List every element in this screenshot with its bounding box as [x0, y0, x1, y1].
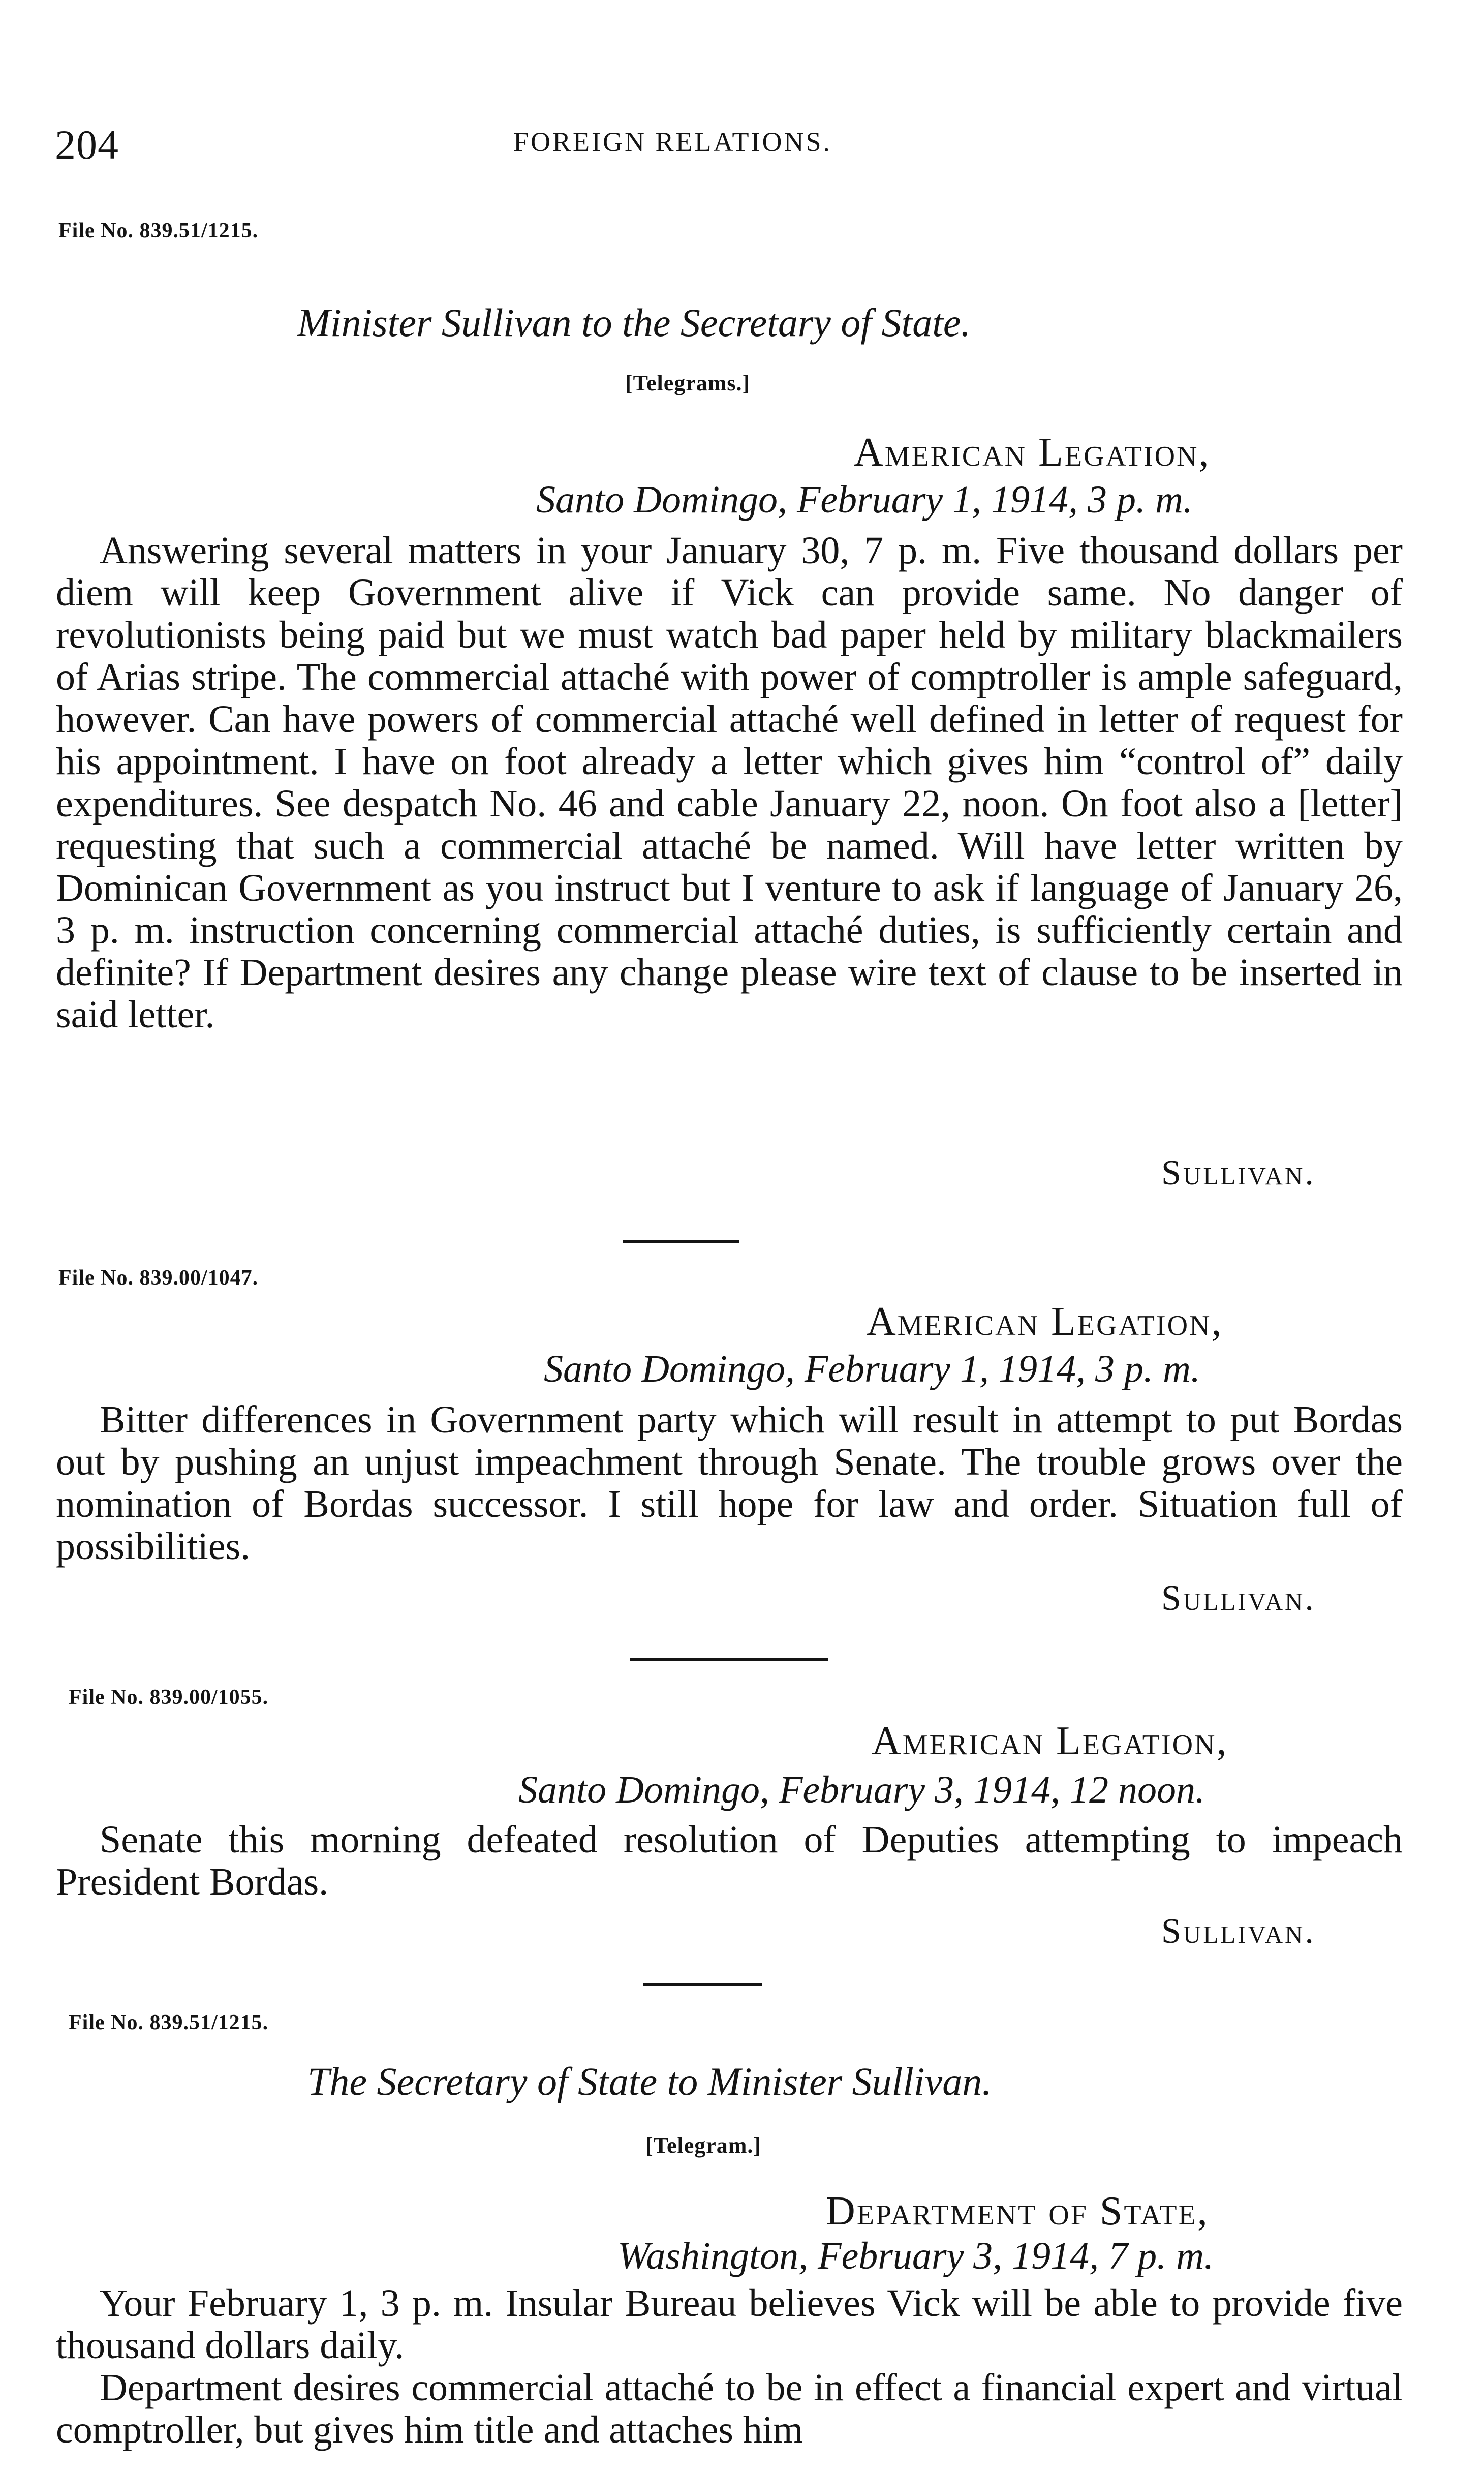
telegram-body: Bitter differences in Government party which will result in attempt to put Bordas out by pushing an unjust impeachment through Senate. The trouble grows over the nomination of Bordas successor. I still hope for law and order. Situation full of possibilities.: [56, 1398, 1403, 1568]
file-number: File No. 839.51/1215.: [69, 2011, 269, 2034]
file-number: File No. 839.51/1215.: [58, 219, 259, 242]
document-type-note: [Telegram.]: [645, 2133, 762, 2158]
place-date-line: Santo Domingo, February 1, 1914, 3 p. m.: [536, 478, 1193, 521]
signature: Sullivan.: [1161, 1153, 1316, 1193]
place-date-line: Santo Domingo, February 3, 1914, 12 noon.: [518, 1768, 1205, 1811]
signature: Sullivan.: [1161, 1912, 1316, 1951]
telegram-body: Your February 1, 3 p. m. Insular Bureau believes Vick will be able to provide five thousand dollars daily.: [56, 2282, 1403, 2367]
document-type-note: [Telegrams.]: [625, 371, 751, 395]
section-divider: [630, 1658, 828, 1661]
page-number: 204: [55, 121, 119, 168]
sender-line: American Legation,: [854, 430, 1211, 475]
running-head: FOREIGN RELATIONS.: [513, 127, 832, 157]
file-number: File No. 839.00/1047.: [58, 1266, 259, 1290]
telegram-body: Answering several matters in your January 30, 7 p. m. Five thousand dollars per diem will keep Government alive if Vick can provide same. No danger of revolutionists being paid but we must watch bad paper held by military blackmailers of Arias stripe. The commercial attaché with power of comptroller is ample safeguard, however. Can have powers of commercial attaché well defined in letter of request for his appointment. I have on foot already a letter which gives him “control of” daily expenditures. See despatch No. 46 and cable January 22, noon. On foot also a [letter] requesting that such a commercial attaché be named. Will have letter written by Dominican Government as you instruct but I venture to ask if language of January 26, 3 p. m. instruction concerning commercial attaché duties, is sufficiently certain and definite? If Department desires any change please wire text of clause to be inserted in said letter.: [56, 529, 1403, 1036]
file-number: File No. 839.00/1055.: [69, 1686, 269, 1709]
place-date-line: Washington, February 3, 1914, 7 p. m.: [617, 2235, 1214, 2277]
section-divider: [623, 1240, 739, 1243]
telegram-body-continued: Department desires commercial attaché to be in effect a financial expert and virtual comptroller, but gives him title and attaches him: [56, 2366, 1403, 2451]
telegram-body: Senate this morning defeated resolution of Deputies attempting to impeach President Bordas.: [56, 1818, 1403, 1903]
document-heading: The Secretary of State to Minister Sullivan.: [307, 2059, 992, 2103]
document-heading: Minister Sullivan to the Secretary of State.: [297, 300, 971, 345]
signature: Sullivan.: [1161, 1579, 1316, 1618]
sender-line: Department of State,: [826, 2189, 1209, 2234]
sender-line: American Legation,: [867, 1299, 1223, 1344]
section-divider: [643, 1983, 762, 1986]
sender-line: American Legation,: [872, 1719, 1228, 1763]
place-date-line: Santo Domingo, February 1, 1914, 3 p. m.: [544, 1348, 1200, 1390]
